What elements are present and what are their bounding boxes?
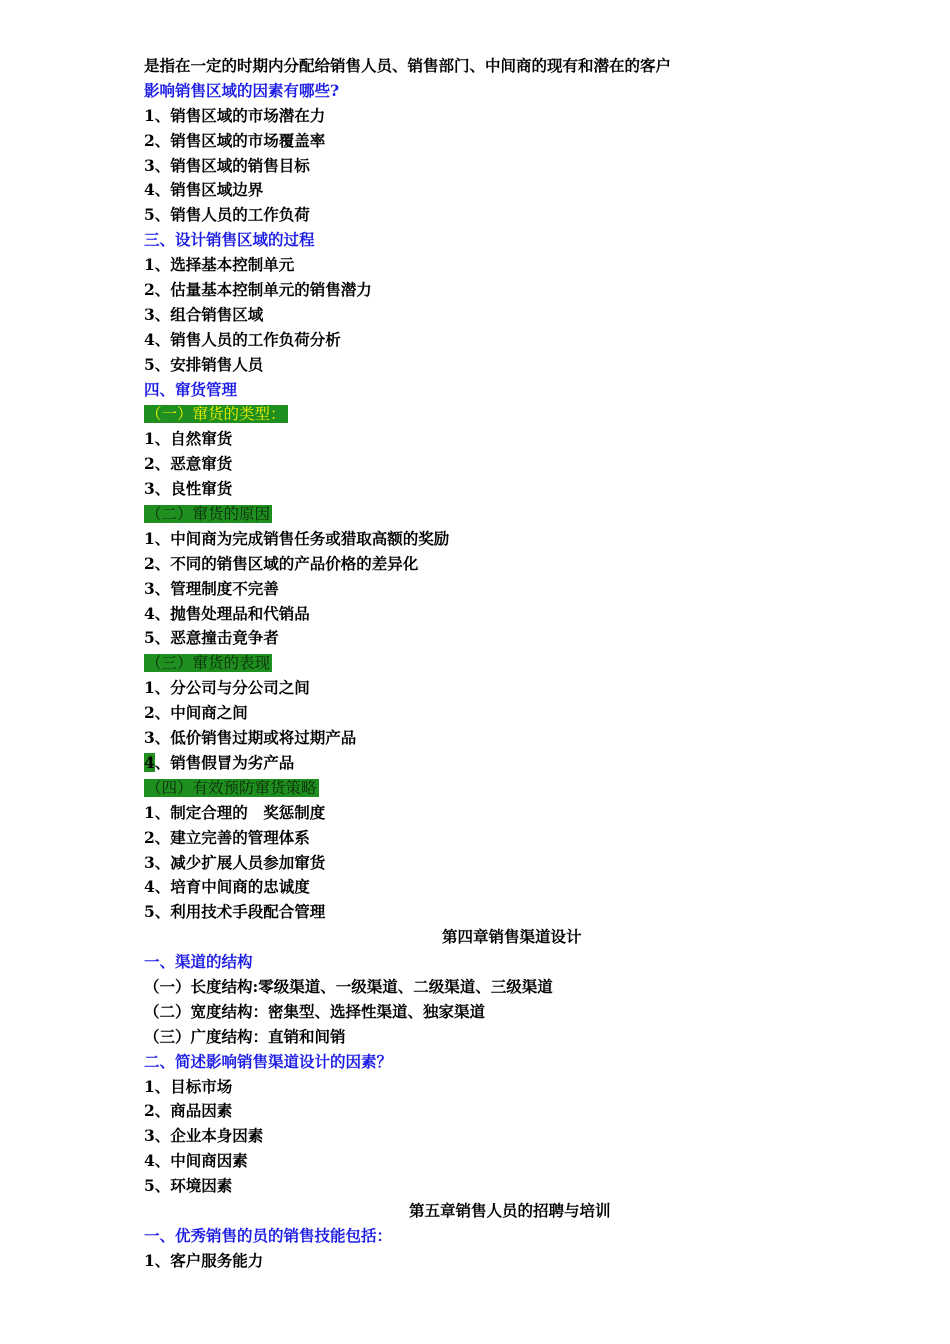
list-item: 1、分公司与分公司之间 bbox=[144, 678, 310, 698]
text-line: （二）宽度结构：密集型、选择性渠道、独家渠道 bbox=[144, 1001, 486, 1021]
list-item: 3、企业本身因素 bbox=[144, 1126, 264, 1146]
list-item: 2、中间商之间 bbox=[144, 703, 248, 723]
list-item: 1、自然窜货 bbox=[144, 429, 233, 449]
list-item: 1、目标市场 bbox=[144, 1076, 233, 1096]
list-item: 3、良性窜货 bbox=[144, 479, 233, 499]
list-item: 3、管理制度不完善 bbox=[144, 578, 279, 598]
section-heading: 四、窜货管理 bbox=[144, 379, 238, 399]
list-item: 2、商品因素 bbox=[144, 1101, 233, 1121]
list-item: 5、销售人员的工作负荷 bbox=[144, 205, 310, 225]
list-item: 5、环境因素 bbox=[144, 1176, 233, 1196]
highlight-mark: 4 bbox=[144, 752, 155, 772]
list-item: 1、选择基本控制单元 bbox=[144, 255, 295, 275]
chapter-title: 第五章销售人员的招聘与培训 bbox=[409, 1200, 611, 1220]
section-heading: 三、设计销售区域的过程 bbox=[144, 230, 315, 250]
highlighted-subheading bbox=[144, 651, 894, 676]
list-item: 4、培育中间商的忠诚度 bbox=[144, 877, 310, 897]
text-line: （三）广度结构：直销和间销 bbox=[144, 1026, 346, 1046]
list-item: 1、制定合理的 奖惩制度 bbox=[144, 802, 326, 822]
list-item: 5、恶意撞击竟争者 bbox=[144, 628, 279, 648]
list-item: 2、建立完善的管理体系 bbox=[144, 827, 310, 847]
list-item: 4、中间商因素 bbox=[144, 1151, 248, 1171]
section-heading: 二、简述影响销售渠道设计的因素？ bbox=[144, 1051, 393, 1071]
text-line: （一）长度结构:零级渠道、一级渠道、二级渠道、三级渠道 bbox=[144, 976, 553, 996]
chapter-title: 第四章销售渠道设计 bbox=[442, 927, 582, 947]
highlighted-text: （一）窜货的类型： bbox=[146, 405, 286, 424]
list-item: 2、恶意窜货 bbox=[144, 454, 233, 474]
document-page bbox=[144, 54, 894, 1274]
highlighted-text: （二）窜货的原因 bbox=[146, 505, 271, 524]
highlighted-subheading bbox=[144, 402, 894, 427]
text-line: 是指在一定的时期内分配给销售人员、销售部门、中间商的现有和潜在的客户 bbox=[144, 56, 672, 75]
list-item: 5、安排销售人员 bbox=[144, 354, 264, 374]
highlighted-subheading bbox=[144, 776, 894, 801]
list-item: 3、销售区域的销售目标 bbox=[144, 155, 310, 175]
list-item bbox=[144, 751, 894, 776]
list-item: 1、中间商为完成销售任务或猎取高额的奖励 bbox=[144, 528, 450, 548]
list-item: 1、客户服务能力 bbox=[144, 1250, 264, 1270]
section-heading: 一、渠道的结构 bbox=[144, 952, 253, 972]
list-item: 5、利用技术手段配合管理 bbox=[144, 902, 326, 922]
list-item: 3、组合销售区域 bbox=[144, 304, 264, 324]
list-item: 4、销售人员的工作负荷分析 bbox=[144, 329, 341, 349]
highlighted-subheading bbox=[144, 502, 894, 527]
list-item: 3、低价销售过期或将过期产品 bbox=[144, 728, 357, 748]
highlighted-text: （三）窜货的表现 bbox=[146, 654, 271, 673]
section-heading: 影响销售区域的因素有哪些? bbox=[144, 80, 340, 100]
list-item: 2、销售区域的市场覆盖率 bbox=[144, 130, 326, 150]
list-item: 2、不同的销售区域的产品价格的差异化 bbox=[144, 553, 419, 573]
section-heading: 一、优秀销售的员的销售技能包括： bbox=[144, 1225, 393, 1245]
list-item: 1、销售区域的市场潜在力 bbox=[144, 105, 326, 125]
list-item: 4、抛售处理品和代销品 bbox=[144, 603, 310, 623]
list-item-text: 4、销售假冒为劣产品 bbox=[144, 752, 295, 772]
highlighted-text: （四）有效预防窜货策略 bbox=[146, 778, 317, 797]
list-item: 4、销售区域边界 bbox=[144, 180, 264, 200]
list-item: 2、估量基本控制单元的销售潜力 bbox=[144, 280, 372, 300]
list-item: 3、减少扩展人员参加窜货 bbox=[144, 852, 326, 872]
